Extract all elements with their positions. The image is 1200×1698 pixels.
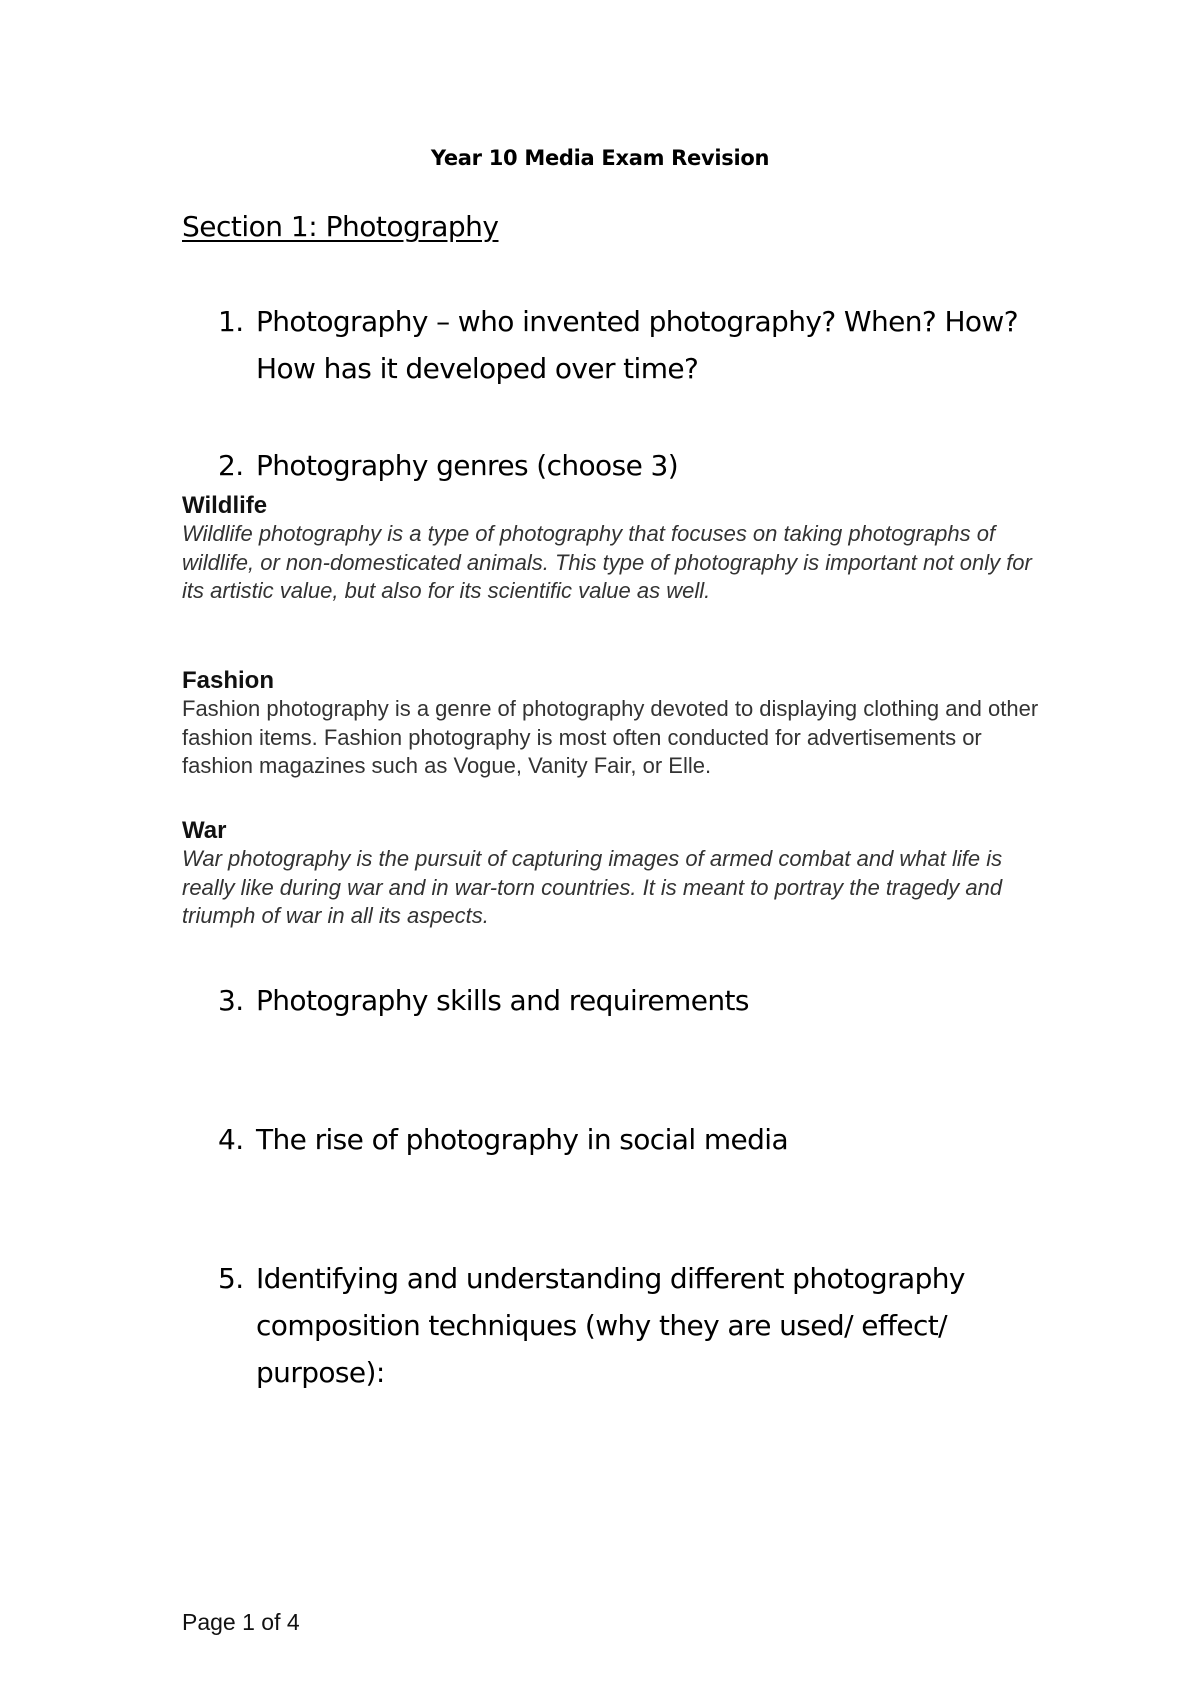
question-text: Photography – who invented photography? When? How? How has it developed over time? [256, 305, 1018, 385]
question-text: Photography genres (choose 3) [256, 449, 679, 482]
genre-wildlife [182, 492, 1042, 606]
genre-war [182, 817, 1042, 931]
question-number: 3. [218, 984, 244, 1017]
question-1 [218, 298, 1038, 392]
question-number: 5. [218, 1262, 244, 1295]
genre-title: Fashion [182, 667, 275, 694]
section-heading: Section 1: Photography [182, 210, 499, 243]
genre-description: War photography is the pursuit of capturing images of armed combat and what life is really like during war and in war-torn countries. It is meant to portray the tragedy and triumph of war in all its aspects. [182, 846, 1003, 928]
question-text: Photography skills and requirements [256, 984, 749, 1017]
page-number: Page 1 of 4 [182, 1609, 300, 1635]
genre-description: Fashion photography is a genre of photography devoted to displaying clothing and other fashion items. Fashion photography is most often conducted for advertisements or fashion magazines such as Vogue, Vanity Fair, or Elle. [182, 696, 1039, 778]
genre-title: War [182, 817, 227, 844]
page-title: Year 10 Media Exam Revision [430, 146, 770, 170]
question-2 [218, 442, 1038, 489]
question-text: Identifying and understanding different photography composition techniques (why they are used/ effect/ purpose): [256, 1262, 965, 1389]
genre-title: Wildlife [182, 492, 268, 519]
question-number: 2. [218, 449, 244, 482]
question-number: 4. [218, 1123, 244, 1156]
question-5 [218, 1255, 1038, 1396]
question-number: 1. [218, 305, 244, 338]
genre-description: Wildlife photography is a type of photography that focuses on taking photographs of wildlife, or non-domesticated animals. This type of photography is important not only for its artistic value, but also for its scientific value as well. [182, 521, 1032, 603]
question-3 [218, 977, 1038, 1024]
question-text: The rise of photography in social media [256, 1123, 789, 1156]
genre-fashion [182, 667, 1042, 781]
question-4 [218, 1116, 1038, 1163]
